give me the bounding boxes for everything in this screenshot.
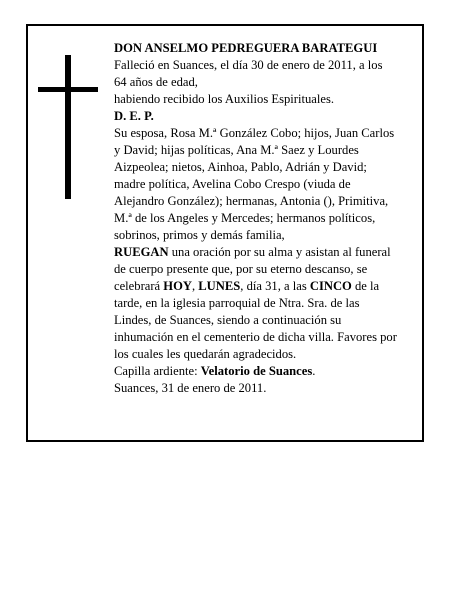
funeral-line-4: tarde, en la iglesia parroquial de Ntra. Sra. de las <box>114 296 360 310</box>
death-line-2: 64 años de edad, <box>114 75 198 89</box>
chapel-place: Velatorio de Suances <box>200 364 313 378</box>
funeral-line-3-b: , día 31, a las <box>240 279 310 293</box>
deceased-name: DON ANSELMO PEDREGUERA BARATEGUI <box>114 41 378 55</box>
lunes-word: LUNES <box>198 279 241 293</box>
cinco-word: CINCO <box>309 279 352 293</box>
family-line-2: y David; hijas políticas, Ana M.ª Saez y Lourdes <box>114 143 359 157</box>
family-line-1: Su esposa, Rosa M.ª González Cobo; hijos, Juan Carlos <box>114 126 395 140</box>
obituary-text <box>114 40 424 397</box>
funeral-line-1 <box>114 244 424 261</box>
death-line-3: habiendo recibido los Auxilios Espirituales. <box>114 92 335 106</box>
family-line-7: sobrinos, primos y demás familia, <box>114 228 285 242</box>
family-line-3: Aizpeolea; nietos, Ainhoa, Pablo, Adrián y David; <box>114 160 367 174</box>
family-line-5: Alejandro González); hermanas, Antonia (), Primitiva, <box>114 194 389 208</box>
family-line-6: M.ª de los Angeles y Mercedes; hermanos políticos, <box>114 211 376 225</box>
cross-vertical-bar <box>65 55 71 199</box>
funeral-line-7: los cuales les quedarán agradecidos. <box>114 347 297 361</box>
place-date: Suances, 31 de enero de 2011. <box>114 381 267 395</box>
death-line-1: Falleció en Suances, el día 30 de enero de 2011, a los <box>114 58 383 72</box>
ruegan-rest: una oración por su alma y asistan al funeral <box>168 245 391 259</box>
hoy-word: HOY <box>163 279 192 293</box>
chapel-end: . <box>312 364 316 378</box>
funeral-line-3-a: celebrará <box>114 279 164 293</box>
funeral-line-6: inhumación en el cementerio de dicha villa. Favores por <box>114 330 397 344</box>
cross-icon <box>38 55 98 199</box>
funeral-line-3-comma: , <box>191 279 199 293</box>
ruegan-word: RUEGAN <box>114 245 169 259</box>
cross-horizontal-bar <box>38 87 98 92</box>
funeral-line-5: Lindes, de Suances, siendo a continuación su <box>114 313 342 327</box>
family-line-4: madre política, Avelina Cobo Crespo (viuda de <box>114 177 351 191</box>
funeral-line-3-c: de la <box>351 279 380 293</box>
dep-line: D. E. P. <box>114 109 154 123</box>
obituary-notice <box>26 24 424 442</box>
funeral-line-3 <box>114 278 424 295</box>
chapel-line <box>114 363 424 380</box>
funeral-line-2: de cuerpo presente que, por su eterno descanso, se <box>114 262 368 276</box>
chapel-label: Capilla ardiente: <box>114 364 201 378</box>
